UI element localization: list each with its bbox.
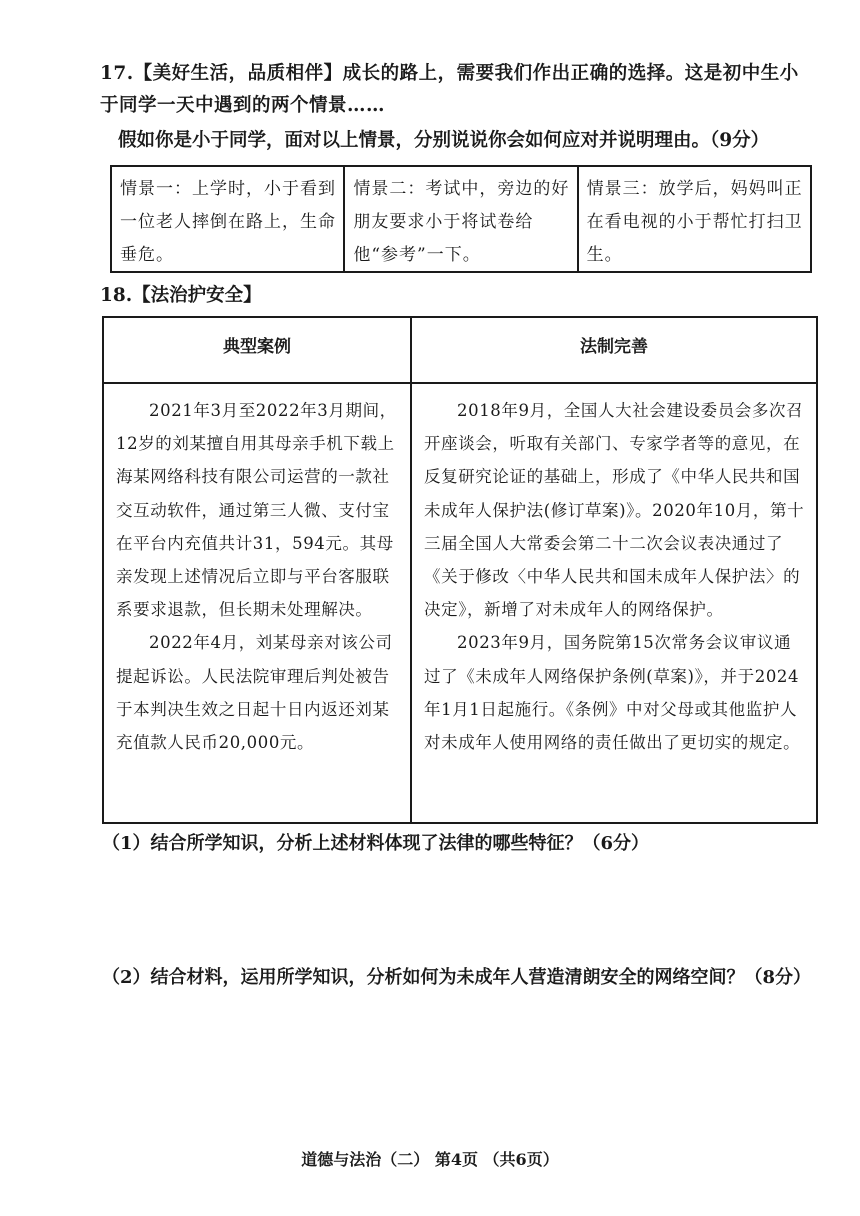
- question-18-part-2: （2）结合材料，运用所学知识，分析如何为未成年人营造清朗安全的网络空间？（8分）: [102, 967, 812, 988]
- question-18-heading: 18.【法治护安全】: [100, 285, 262, 306]
- page-footer: 道德与法治（二） 第4页 （共6页）: [301, 1150, 559, 1169]
- scenario-3: 情景三：放学后，妈妈叫正在看电视的小于帮忙打扫卫生。: [577, 167, 810, 271]
- legal-improvement-paragraph: 2018年9月，全国人大社会建设委员会多次召开座谈会，听取有关部门、专家学者等的意见，在反复研究论证的基础上，形成了《中华人民共和国未成年人保护法(修订草案)》。2020年10月，第十三届全国人大常委会第二十二次会议表决通过了《关于修改〈中华人民共和国未成年人保护法〉的决定》，新增了对未成年人的网络保护。: [424, 401, 805, 620]
- legal-improvement-paragraph: 2023年9月，国务院第15次常务会议审议通过了《未成年人网络保护条例(草案)》，并于2024年1月1日起施行。《条例》中对父母或其他监护人对未成年人使用网络的责任做出了更切实的规定。: [424, 633, 801, 753]
- scenario-1: 情景一：上学时，小于看到一位老人摔倒在路上，生命垂危。: [120, 179, 336, 265]
- question-17-stem: 17.【美好生活，品质相伴】成长的路上，需要我们作出正确的选择。这是初中生小于同学一天中遇到的两个情景……: [100, 63, 799, 116]
- typical-case-cell: [104, 384, 412, 822]
- table-header-legal-improvement: 法制完善: [412, 318, 816, 384]
- scenario-2: 情景二：考试中，旁边的好朋友要求小于将试卷给他“参考”一下。: [343, 167, 576, 271]
- table-header-typical-case: 典型案例: [104, 318, 412, 384]
- case-law-table: [102, 316, 818, 824]
- question-18-part-1: （1）结合所学知识，分析上述材料体现了法律的哪些特征？（6分）: [102, 833, 650, 854]
- typical-case-paragraph: 2021年3月至2022年3月期间，12岁的刘某擅自用其母亲手机下载上海某网络科技有限公司运营的一款社交互动软件，通过第三人微、支付宝在平台内充值共计31，594元。其母亲发现上述情况后立即与平台客服联系要求退款，但长期未处理解决。: [116, 401, 397, 620]
- scenario-table: [110, 165, 812, 273]
- typical-case-paragraph: 2022年4月，刘某母亲对该公司提起诉讼。人民法院审理后判处被告于本判决生效之日起十日内返还刘某充值款人民币20,000元。: [116, 633, 393, 753]
- question-17-prompt: 假如你是小于同学，面对以上情景，分别说说你会如何应对并说明理由。（9分）: [118, 130, 770, 151]
- legal-improvement-cell: [412, 384, 816, 822]
